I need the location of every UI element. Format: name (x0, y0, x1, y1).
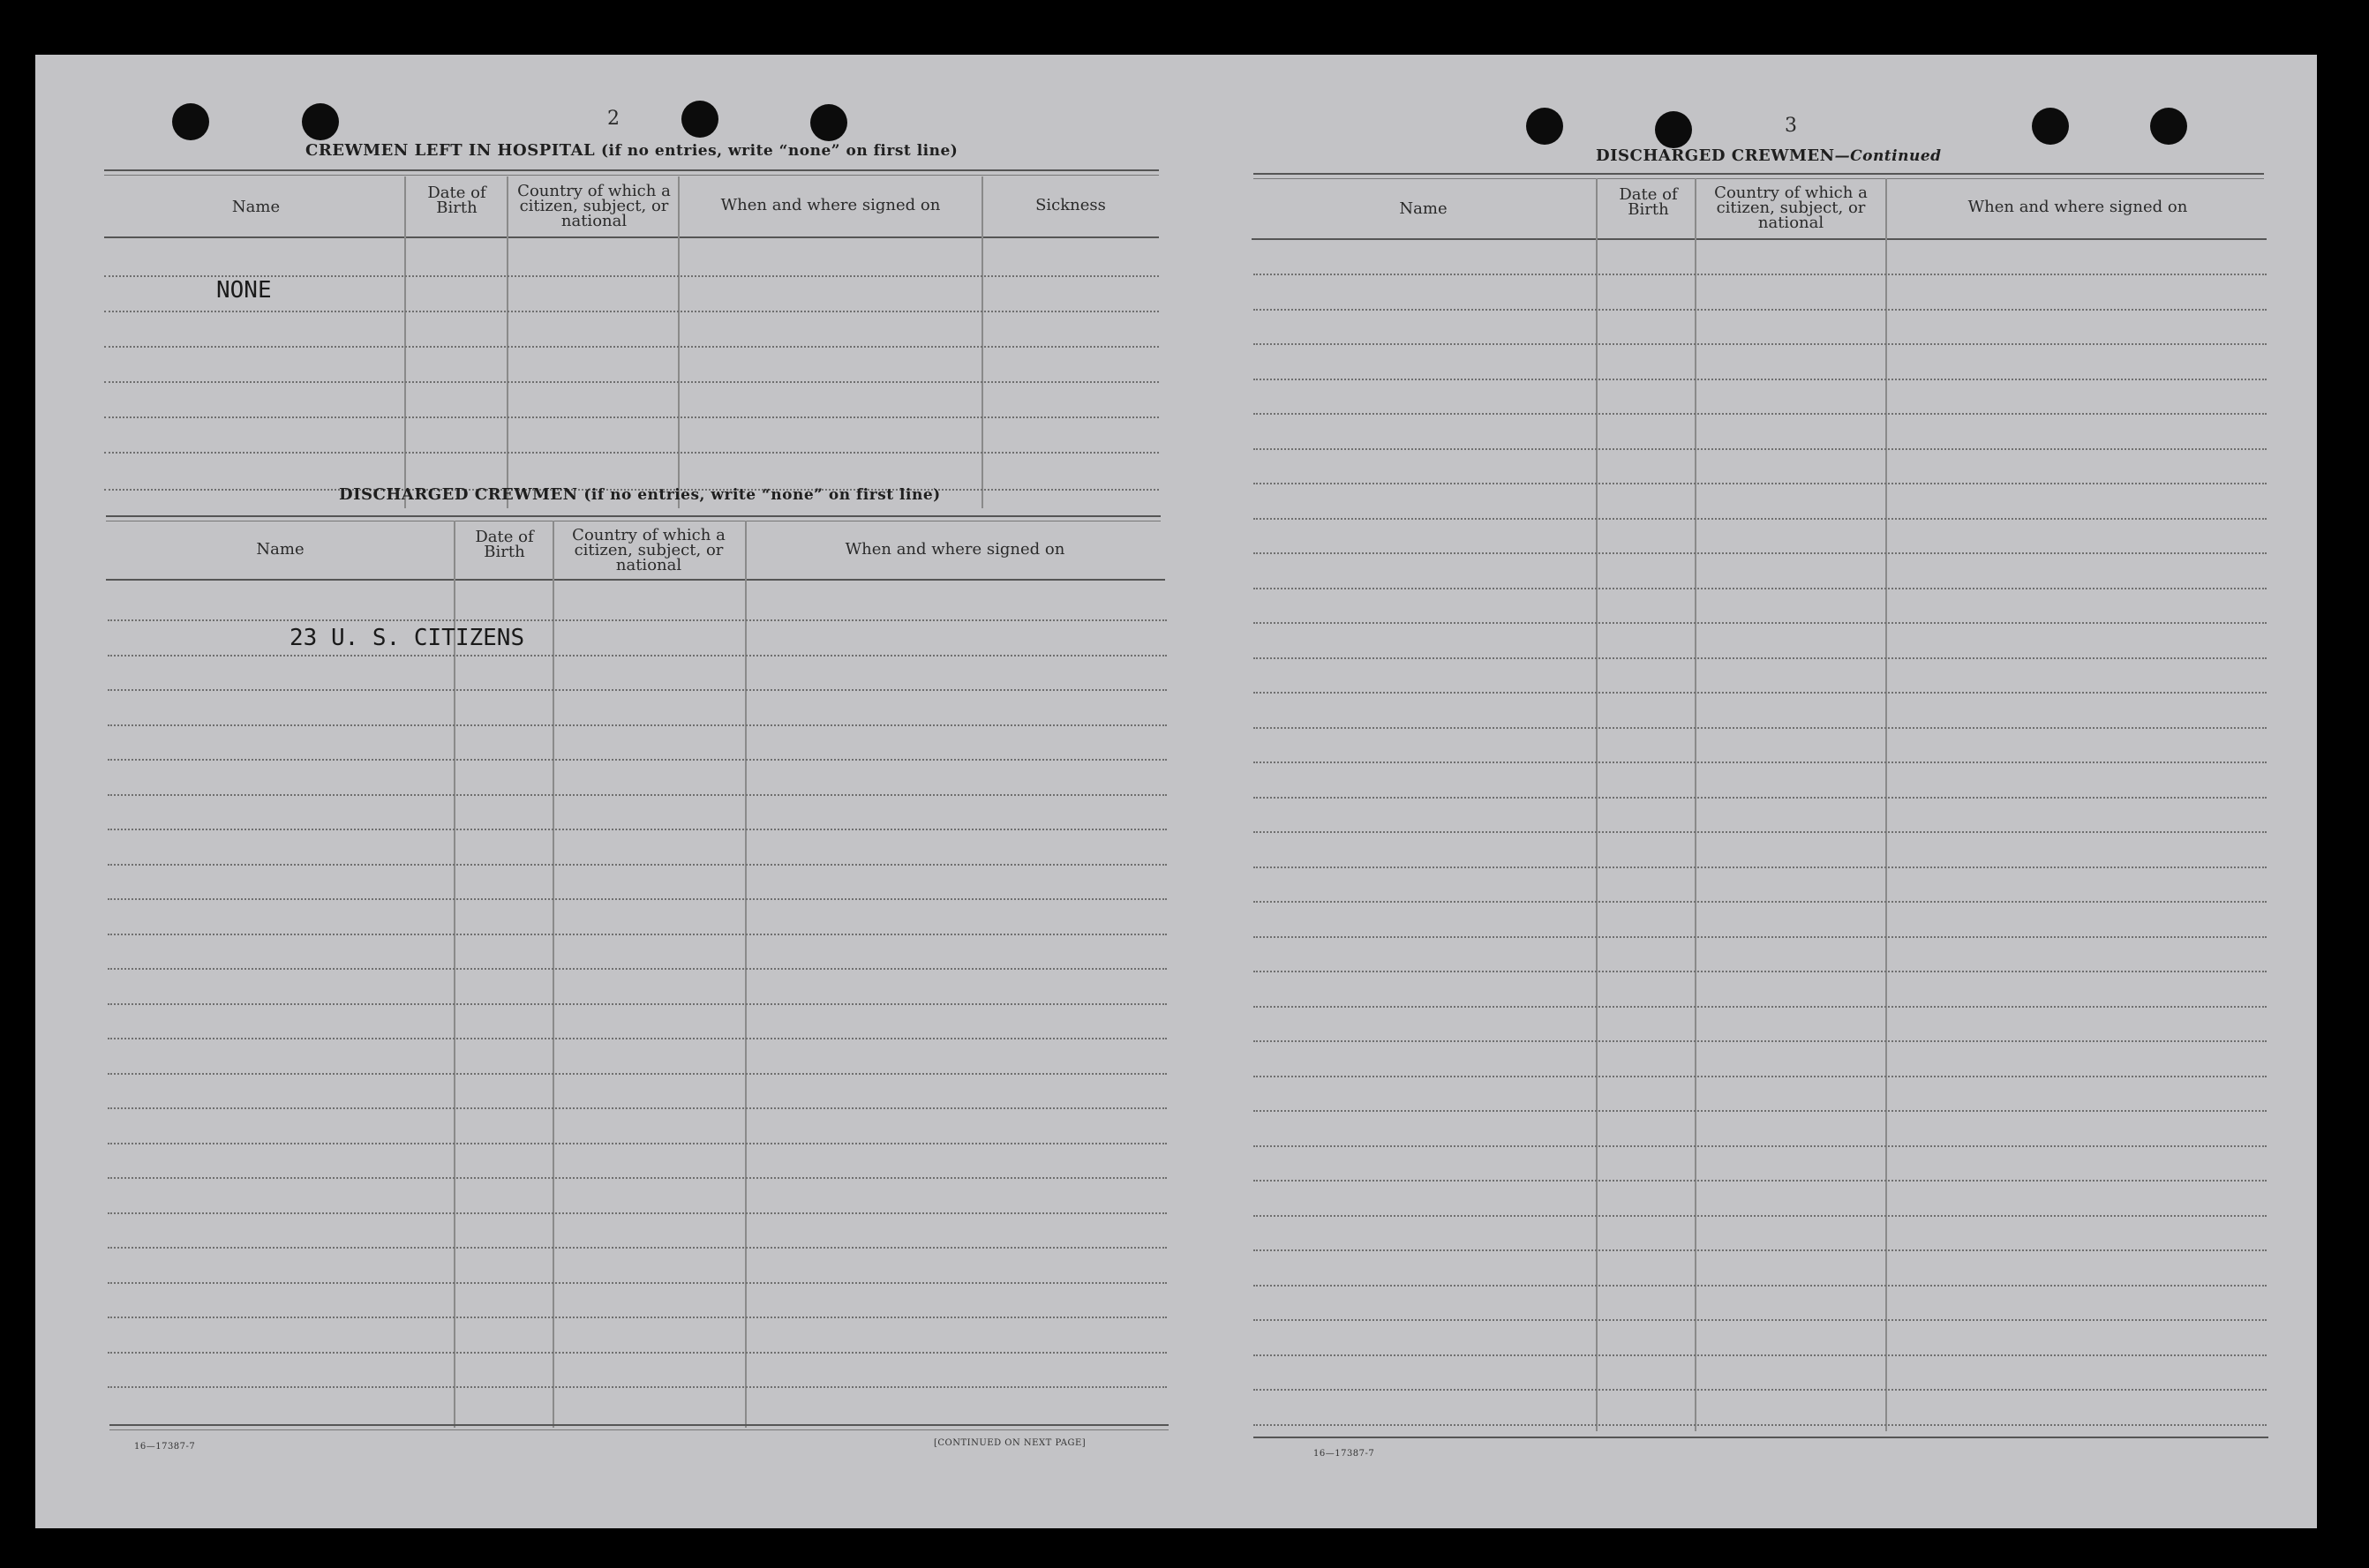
ruled-line (1253, 552, 2267, 554)
ruled-line (1253, 518, 2267, 520)
ruled-line (108, 1247, 1167, 1249)
ruled-line (1253, 1180, 2267, 1182)
discharged-continued-title: DISCHARGED CREWMEN—Continued (1596, 146, 1942, 165)
ruled-line (1253, 309, 2267, 311)
hospital-entry: NONE (216, 277, 272, 304)
ruled-line (1253, 1215, 2267, 1217)
ruled-line (1253, 657, 2267, 659)
ruled-line (1253, 413, 2267, 415)
ruled-line (108, 655, 1167, 656)
ruled-line (1253, 901, 2267, 903)
ruled-line (1253, 761, 2267, 763)
ruled-line (1253, 343, 2267, 345)
ruled-line (108, 1177, 1167, 1179)
punch-hole (2032, 108, 2069, 145)
ruled-line (1253, 448, 2267, 450)
ruled-line (1253, 971, 2267, 972)
ruled-line (1253, 797, 2267, 799)
column-header-country: Country of which a citizen, subject, or national (1714, 184, 1868, 232)
ruled-line (1253, 379, 2267, 380)
column-header-date-of-birth: Date of Birth (427, 184, 486, 217)
continued-note: [CONTINUED ON NEXT PAGE] (934, 1438, 1087, 1448)
document-sheet (35, 55, 2335, 1528)
column-header-date-of-birth: Date of Birth (1619, 185, 1678, 219)
ruled-line (1253, 1354, 2267, 1356)
ruled-line (108, 1282, 1167, 1284)
ruled-line (108, 1073, 1167, 1075)
ruled-line (1253, 1040, 2267, 1042)
column-header-signed-on: When and where signed on (720, 196, 941, 214)
ruled-line (1253, 692, 2267, 694)
column-header-name: Name (1399, 199, 1448, 218)
column-header-name: Name (256, 540, 305, 559)
left-page (35, 55, 1174, 1528)
ruled-line (1253, 936, 2267, 938)
ruled-line (108, 829, 1167, 830)
ruled-line (108, 934, 1167, 935)
column-header-sickness: Sickness (1035, 196, 1106, 214)
ruled-line (1253, 1249, 2267, 1251)
ruled-line (108, 724, 1167, 726)
punch-hole (172, 103, 209, 140)
page-number: 3 (1785, 115, 1797, 137)
punch-hole (302, 103, 339, 140)
ruled-line (108, 1038, 1167, 1039)
ruled-line (108, 759, 1167, 761)
punch-hole (2150, 108, 2187, 145)
ruled-line (108, 864, 1167, 866)
ruled-line (108, 1317, 1167, 1318)
ruled-line (108, 1107, 1167, 1109)
punch-hole (681, 101, 718, 138)
column-header-signed-on: When and where signed on (1967, 198, 2188, 216)
ruled-line (108, 898, 1167, 900)
ruled-line (1253, 622, 2267, 624)
hospital-section-title: CREWMEN LEFT IN HOSPITAL (if no entries, write “none” on first line) (305, 141, 959, 160)
ruled-line (1253, 1110, 2267, 1112)
ruled-line (1253, 1076, 2267, 1077)
ruled-line (108, 1352, 1167, 1354)
ruled-line (108, 619, 1167, 621)
punch-hole (810, 104, 847, 141)
column-header-name: Name (231, 198, 281, 216)
ruled-line (1253, 831, 2267, 833)
ruled-line (1253, 1145, 2267, 1147)
ruled-line (1253, 483, 2267, 484)
right-page (1183, 55, 2335, 1528)
page-number: 2 (607, 108, 620, 130)
punch-hole (1655, 111, 1692, 148)
ruled-line (108, 968, 1167, 970)
form-number: 16—17387-7 (134, 1442, 196, 1452)
column-header-country: Country of which a citizen, subject, or national (517, 182, 671, 230)
ruled-line (1253, 1319, 2267, 1321)
column-header-signed-on: When and where signed on (845, 540, 1065, 559)
column-header-date-of-birth: Date of Birth (475, 528, 534, 561)
ruled-line (108, 1143, 1167, 1144)
discharged-entry: 23 U. S. CITIZENS (290, 625, 525, 651)
ruled-line (1253, 867, 2267, 868)
ruled-line (108, 689, 1167, 691)
ruled-line (108, 1386, 1167, 1388)
ruled-line (108, 794, 1167, 796)
punch-hole (1526, 108, 1563, 145)
ruled-line (108, 1212, 1167, 1214)
column-header-country: Country of which a citizen, subject, or national (572, 526, 726, 574)
ruled-line (1253, 274, 2267, 275)
discharged-section-title: DISCHARGED CREWMEN (if no entries, write “none” on first line) (339, 485, 941, 504)
ruled-line (1253, 1006, 2267, 1008)
ruled-line (1253, 1389, 2267, 1391)
ruled-line (1253, 1424, 2267, 1426)
form-number: 16—17387-7 (1313, 1449, 1375, 1459)
ruled-line (108, 1003, 1167, 1005)
ruled-line (1253, 727, 2267, 729)
ruled-line (1253, 1285, 2267, 1287)
ruled-line (1253, 588, 2267, 589)
